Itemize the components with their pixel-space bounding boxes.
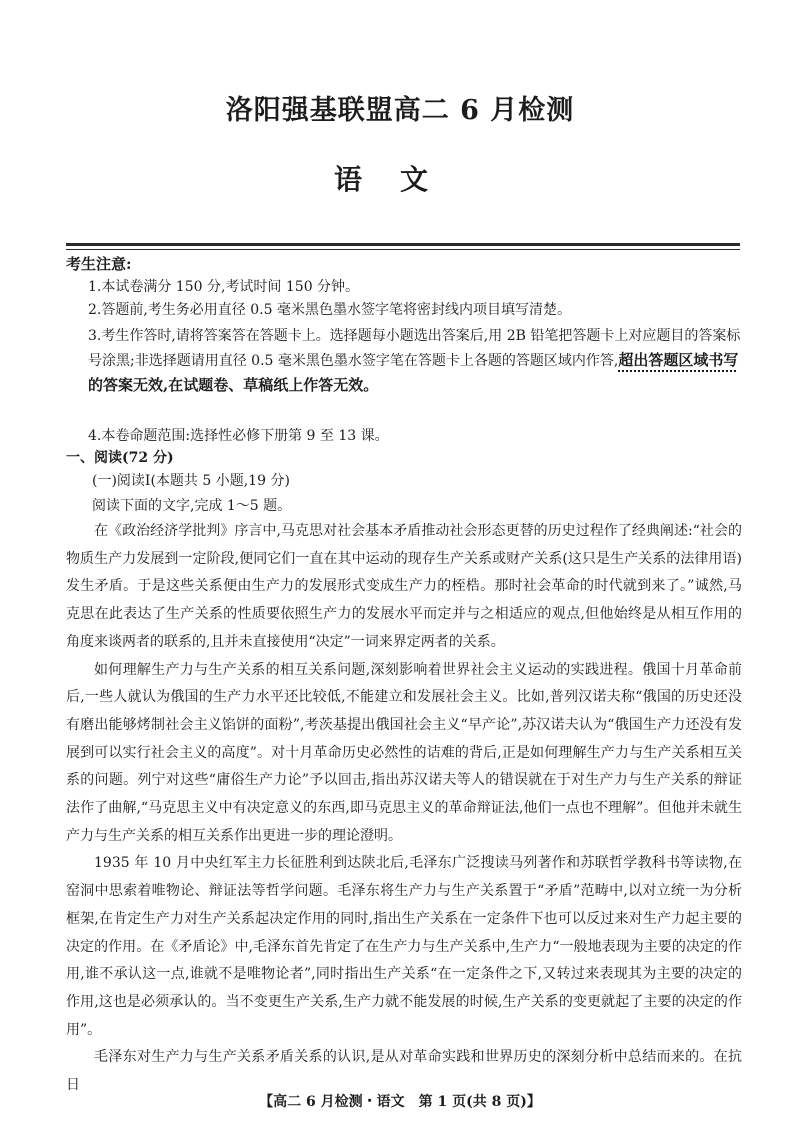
notice-heading: 考生注意: bbox=[66, 255, 132, 273]
passage-paragraph-4: 毛泽东对生产力与生产关系矛盾关系的认识,是从对革命实践和世界历史的深刻分析中总结而来的。在抗日 bbox=[66, 1049, 742, 1094]
page-footer: 【高二 6 月检测・语文 第 1 页(共 8 页)】 bbox=[259, 1094, 541, 1110]
passage-paragraph-3: 1935 年 10 月中央红军主力长征胜利到达陕北后,毛泽东广泛搜读马列著作和苏联哲学教科书等读物,在窑洞中思索着唯物论、辩证法等哲学问题。毛泽东将生产力与生产关系置于“矛盾”范畴中,以对立统一为分析框架,在肯定生产力对生产关系起决定作用的同时,指出生产关系在一定条件下也可以反过来对生产力起主要的决定的作用。在《矛盾论》中,毛泽东首先肯定了在生产力与生产关系中,生产力“一般地表现为主要的决定的作用,谁不承认这一点,谁就不是唯物论者”,同时指出生产关系“在一定条件之下,又转过来表现其为主要的决定的作用,这也是必须承认的。当不变更生产关系,生产力就不能发展的时候,生产关系的变更就起了主要的决定的作用”。 bbox=[66, 855, 742, 1038]
subsection-heading: (一)阅读Ⅰ(本题共 5 小题,19 分) bbox=[92, 473, 290, 489]
notice-item-3-emphasis-2: 的答案无效,在试题卷、草稿纸上作答无效。 bbox=[88, 376, 379, 394]
reading-passage bbox=[66, 518, 742, 1100]
section-heading: 一、阅读(72 分) bbox=[66, 450, 174, 466]
notice-item-3 bbox=[88, 324, 753, 398]
subject-text: 语文 bbox=[333, 163, 466, 196]
passage-paragraph-2: 如何理解生产力与生产关系的相互关系问题,深刻影响着世界社会主义运动的实践进程。俄国十月革命前后,一些人就认为俄国的生产力水平还比较低,不能建立和发展社会主义。比如,普列汉诺夫称“俄国的历史还没有磨出能够烤制社会主义馅饼的面粉”,考茨基提出俄国社会主义“早产论”,苏汉诺夫认为“俄国生产力还没有发展到可以实行社会主义的高度”。对十月革命历史必然性的诘难的背后,正是如何理解生产力与生产关系相互关系的问题。列宁对这些“庸俗生产力论”予以回击,指出苏汉诺夫等人的错误就在于对生产力与生产关系的辩证法作了曲解,“马克思主义中有决定意义的东西,即马克思主义的革命辩证法,他们一点也不理解”。但他并未就生产力与生产关系的相互关系作出更进一步的理论澄明。 bbox=[66, 661, 742, 844]
notice-item-1: 1.本试卷满分 150 分,考试时间 150 分钟。 bbox=[88, 279, 360, 295]
subject-title bbox=[0, 158, 800, 198]
notice-item-2: 2.答题前,考生务必用直径 0.5 毫米黑色墨水签字笔将密封线内项目填写清楚。 bbox=[88, 302, 571, 318]
notice-item-3-text: 3.考生作答时,请将答案答在答题卡上。选择题每小题选出答案后,用 2B 铅笔把答题卡上对应题目的答案标号涂黑;非选择题请用直径 0.5 毫米黑色墨水签字笔在答题卡上各题的答题区域内作答, bbox=[88, 328, 741, 369]
reading-instruction: 阅读下面的文字,完成 1～5 题。 bbox=[92, 498, 292, 514]
header-divider-thin bbox=[66, 249, 740, 250]
passage-paragraph-1: 在《政治经济学批判》序言中,马克思对社会基本矛盾推动社会形态更替的历史过程作了经典阐述:“社会的物质生产力发展到一定阶段,便同它们一直在其中运动的现存生产关系或财产关系(这只是生产关系的法律用语)发生矛盾。于是这些关系便由生产力的发展形式变成生产力的桎梏。那时社会革命的时代就到来了。”诚然,马克思在此表达了生产关系的性质要依照生产力的发展水平而定并与之相适应的观点,但他始终是从相互作用的角度来谈两者的联系的,且并未直接使用“决定”一词来界定两者的关系。 bbox=[66, 523, 742, 650]
notice-item-3-emphasis-1: 超出答题区域书写 bbox=[618, 351, 739, 369]
exam-title: 洛阳强基联盟高二 6 月检测 bbox=[225, 95, 575, 126]
header-divider-thick bbox=[66, 243, 740, 246]
notice-item-4: 4.本卷命题范围:选择性必修下册第 9 至 13 课。 bbox=[88, 428, 389, 444]
